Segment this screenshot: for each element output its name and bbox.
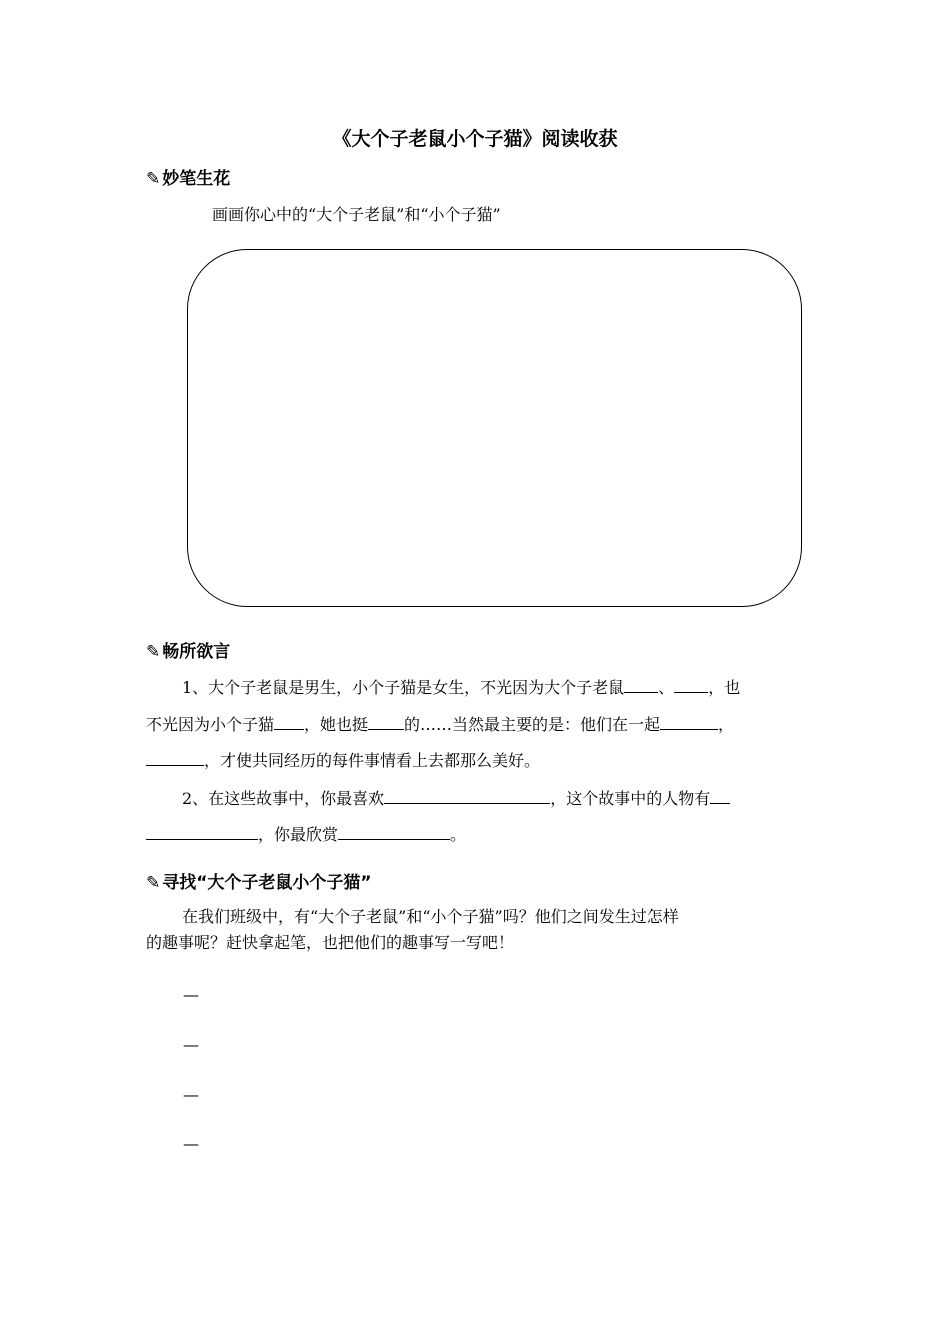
section-heading-discuss [146,637,230,662]
q1-text: 的……当然最主要的是：他们在一起 [404,715,661,734]
q1-text: ，才使共同经历的每件事情看上去都那么美好。 [204,751,541,770]
pencil-icon: ✎ [146,642,161,662]
writing-line[interactable]: — [183,1134,199,1153]
section-heading-find [146,868,372,893]
q1-text: 、 [658,678,675,697]
writing-line[interactable]: — [183,985,199,1004]
blank-field[interactable] [368,715,404,730]
q2-text: 2、在这些故事中，你最喜欢 [182,789,385,808]
q1-text: ，她也挺 [304,715,369,734]
find-paragraph-line-2: 的趣事呢？赶快拿起笔，也把他们的趣事写一写吧！ [146,933,515,952]
blank-field[interactable] [384,789,550,804]
question-1-line-2 [146,712,734,735]
question-1-line-3 [146,748,540,771]
q2-text: ，这个故事中的人物有 [550,789,711,808]
section-heading-label: 寻找“大个子老鼠小个子猫” [162,873,372,893]
q1-text: 不光因为小个子猫 [146,715,275,734]
blank-field[interactable] [146,825,258,840]
blank-field[interactable] [274,715,304,730]
section-heading-label: 畅所欲言 [162,642,231,662]
blank-field[interactable] [338,825,450,840]
draw-instruction: 画画你心中的“大个子老鼠”和“小个子猫” [212,205,501,224]
find-paragraph-line-1: 在我们班级中，有“大个子老鼠”和“小个子猫”吗？他们之间发生过怎样 [182,907,679,926]
drawing-area[interactable] [187,249,802,607]
question-1-line-1 [182,675,740,698]
question-2-line-2 [146,822,466,845]
section-heading-label: 妙笔生花 [162,169,231,189]
q1-text: 1、大个子老鼠是男生，小个子猫是女生，不光因为大个子老鼠 [182,678,625,697]
q2-text: 。 [450,825,467,844]
q1-text: ，也 [708,678,741,697]
writing-line[interactable]: — [183,1035,199,1054]
blank-field[interactable] [146,751,204,766]
pencil-icon: ✎ [146,169,161,189]
blank-field[interactable] [674,678,708,693]
writing-line[interactable]: — [183,1085,199,1104]
blank-field[interactable] [710,789,730,804]
q2-text: ，你最欣赏 [258,825,339,844]
section-heading-draw [146,164,230,189]
question-2-line-1 [182,786,730,809]
blank-field[interactable] [624,678,658,693]
page-title: 《大个子老鼠小个子猫》阅读收获 [332,128,618,150]
blank-field[interactable] [660,715,718,730]
q1-text: ， [718,715,735,734]
pencil-icon: ✎ [146,873,161,893]
